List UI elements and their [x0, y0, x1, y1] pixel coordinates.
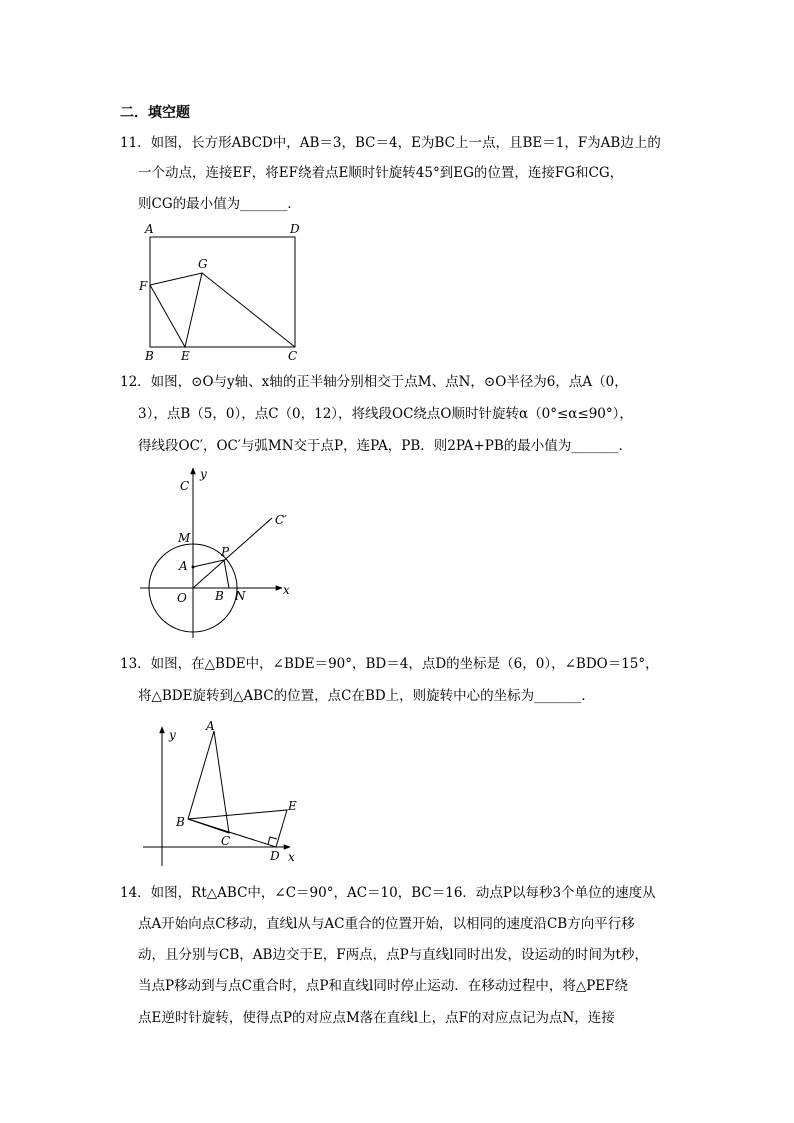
q13-triangle-bde — [188, 810, 287, 847]
q12-label-y: y — [200, 467, 207, 481]
q11-label-g: G — [198, 257, 208, 271]
q13-label-b: B — [176, 815, 185, 829]
q14-line-4: 当点P移动到与点C重合时，点P和直线l同时停止运动．在移动过程中，将△PEF绕 — [138, 978, 629, 994]
q12-label-c-prime: C′ — [275, 513, 287, 527]
q13-label-e: E — [288, 799, 297, 813]
q11-label-f: F — [139, 279, 148, 293]
q12-label-p: P — [221, 545, 230, 559]
q13-label-y: y — [169, 728, 176, 742]
q13-triangle-abc — [188, 731, 229, 833]
q13-line-1: 13．如图，在△BDE中，∠BDE＝90°，BD＝4，点D的坐标是（6，0），∠BDO＝15°， — [120, 656, 659, 672]
q11-label-c: C — [288, 349, 298, 363]
q14-line-1: 14．如图，Rt△ABC中，∠C＝90°，AC＝10，BC＝16．动点P以每秒3个单位的速度从 — [120, 885, 656, 901]
q12-label-m: M — [178, 531, 191, 545]
q12-label-c: C — [180, 479, 190, 493]
q13-line-2: 将△BDE旋转到△ABC的位置，点C在BD上，则旋转中心的坐标为_______． — [138, 688, 595, 704]
q12-line-1: 12．如图，⊙O与y轴、x轴的正半轴分别相交于点M、点N，⊙O半径为6，点A（0， — [120, 374, 628, 390]
q11-line-1: 11．如图，长方形ABCD中，AB＝3，BC＝4，E为BC上一点，且BE＝1，F为AB边上的 — [120, 135, 661, 151]
q13-label-a: A — [206, 719, 215, 733]
q12-label-o: O — [177, 591, 187, 605]
q11-line-3: 则CG的最小值为_______． — [138, 196, 301, 212]
q14-line-3: 动，且分别与CB，AB边交于E，F两点，点P与直线l同时出发，设运动的时间为t秒， — [138, 947, 648, 963]
q14-line-2: 点A开始向点C移动，直线l从与AC重合的位置开始，以相同的速度沿CB方向平行移 — [138, 916, 635, 932]
section-title: 二．填空题 — [120, 105, 190, 121]
q11-label-b: B — [145, 349, 154, 363]
q11-label-e: E — [181, 349, 190, 363]
q13-label-d: D — [270, 849, 280, 863]
q12-label-n: N — [235, 589, 246, 603]
q13-label-c: C — [221, 834, 231, 848]
q12-label-x: x — [283, 583, 290, 597]
q13-right-angle-mark — [268, 837, 277, 844]
q12-line-2: 3），点B（5，0），点C（0，12），将线段OC绕点O顺时针旋转α（0°≤α≤90°）， — [138, 406, 633, 422]
q11-line-2: 一个动点，连接EF，将EF绕着点E顺时针旋转45°到EG的位置，连接FG和CG， — [138, 165, 624, 181]
q13-label-x: x — [288, 850, 295, 864]
q11-label-a: A — [145, 222, 154, 236]
q14-line-5: 点E逆时针旋转，使得点P的对应点M落在直线l上，点F的对应点记为点N，连接 — [138, 1010, 615, 1026]
q12-label-b: B — [215, 589, 224, 603]
q11-label-d: D — [290, 222, 300, 236]
q12-label-a: A — [179, 559, 188, 573]
q12-line-3: 得线段OC′，OC′与弧MN交于点P，连PA，PB．则2PA+PB的最小值为_______． — [138, 438, 632, 454]
